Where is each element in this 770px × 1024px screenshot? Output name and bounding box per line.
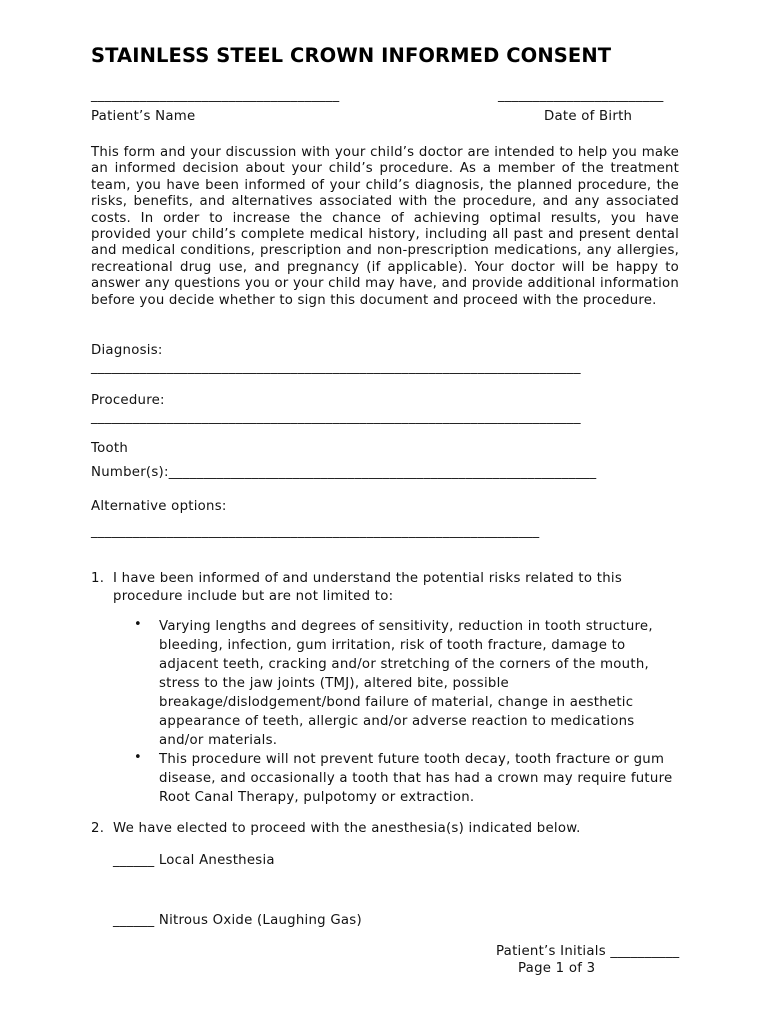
risk-bullet-1: Varying lengths and degrees of sensitivity, reduction in tooth structure, bleeding, infection, gum irritation, risk of tooth fracture, damage to adjacent teeth, cracking and/or stretching of the corners of the mouth, stress to the jaw joints (TMJ), altered bite, possible breakage/dislodgement/bond failure of material, change in aesthetic appearance of teeth, allergic and/or adverse reaction to medications and/or materials.: [159, 619, 653, 748]
diagnosis-label: Diagnosis:: [91, 343, 163, 358]
procedure-label: Procedure:: [91, 393, 165, 408]
nitrous-oxide-label: Nitrous Oxide (Laughing Gas): [158, 913, 362, 928]
item-1-text: I have been informed of and understand the potential risks related to this procedure include but are not limited to:: [113, 571, 623, 604]
patient-initials-field[interactable]: Patient’s Initials __________: [496, 944, 680, 959]
procedure-field[interactable]: _______________________________________________________________________: [91, 410, 581, 425]
tooth-label: Tooth: [91, 441, 129, 456]
date-of-birth-label: Date of Birth: [544, 109, 633, 124]
patient-name-field[interactable]: ____________________________________: [91, 88, 340, 103]
patient-name-label: Patient’s Name: [91, 109, 196, 124]
bullet-2-marker: •: [134, 750, 142, 765]
nitrous-oxide-option[interactable]: [113, 913, 362, 929]
local-anesthesia-label: Local Anesthesia: [158, 853, 275, 868]
nitrous-oxide-blank[interactable]: ______: [113, 913, 155, 928]
alternative-options-field[interactable]: _________________________________________________________________: [91, 524, 540, 539]
item-2-text: We have elected to proceed with the anesthesia(s) indicated below.: [113, 821, 581, 836]
local-anesthesia-blank[interactable]: ______: [113, 853, 155, 868]
item-2-number: 2.: [91, 821, 105, 836]
date-of-birth-field[interactable]: ________________________: [498, 88, 664, 103]
intro-paragraph: This form and your discussion with your child’s doctor are intended to help you make an informed decision about your child’s procedure. As a member of the treatment team, you have been informed of your child’s diagnosis, the planned procedure, the risks, benefits, and alternatives associated with the procedure, and any associated costs. In order to increase the chance of achieving optimal results, you have provided your child’s complete medical history, including all past and present dental and medical conditions, prescription and non-prescription medications, any allergies, recreational drug use, and pregnancy (if applicable). Your doctor will be happy to answer any questions you or your child may have, and provide additional information before you decide whether to sign this document and proceed with the procedure.: [91, 145, 679, 308]
page-number: Page 1 of 3: [518, 961, 596, 976]
bullet-1-marker: •: [134, 617, 142, 632]
local-anesthesia-option[interactable]: [113, 853, 275, 869]
diagnosis-field[interactable]: _______________________________________________________________________: [91, 360, 581, 375]
risk-bullet-2: This procedure will not prevent future tooth decay, tooth fracture or gum disease, and occasionally a tooth that has had a crown may require future Root Canal Therapy, pulpotomy or extraction.: [159, 752, 673, 805]
tooth-number-field[interactable]: Number(s):______________________________________________________________: [91, 465, 597, 480]
form-title: STAINLESS STEEL CROWN INFORMED CONSENT: [91, 44, 612, 67]
alternative-options-label: Alternative options:: [91, 499, 227, 514]
item-1-number: 1.: [91, 571, 105, 586]
